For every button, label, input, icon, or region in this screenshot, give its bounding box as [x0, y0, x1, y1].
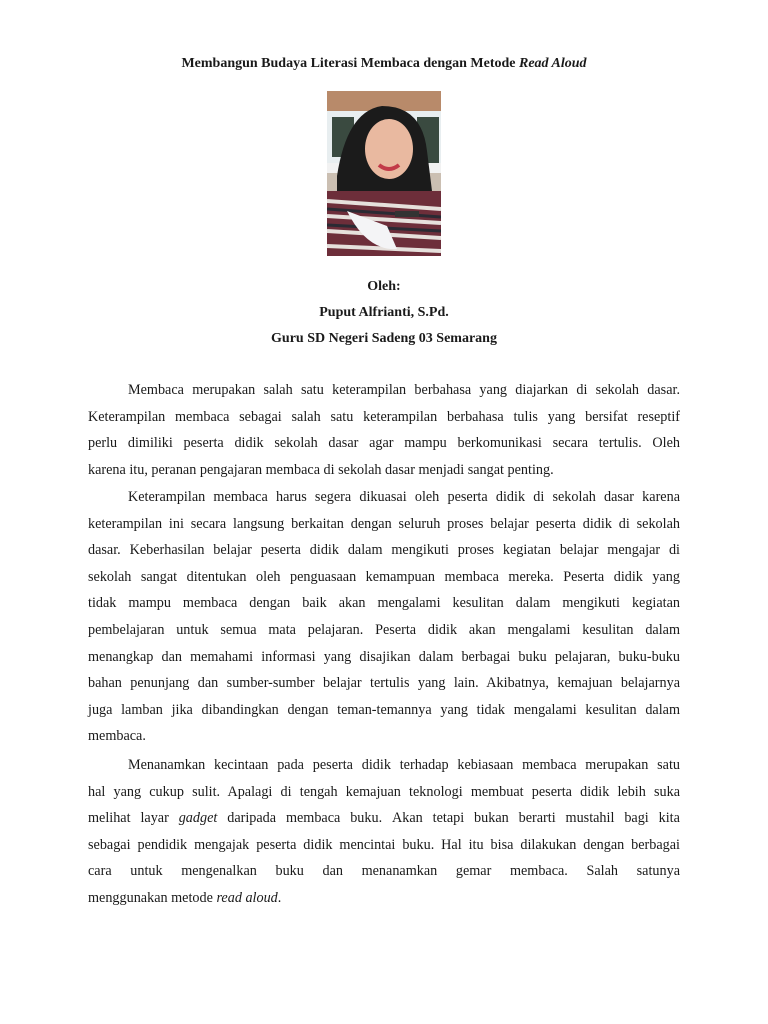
word: bagi — [624, 810, 649, 827]
word: gadget — [178, 810, 218, 827]
paragraph-1 — [88, 377, 680, 483]
paragraph-line: Menanamkan kecintaan pada peserta didik terhadap kebiasaan membaca merupakan satu — [128, 757, 680, 773]
word: berarti — [518, 810, 556, 827]
word: tetapi — [432, 810, 465, 827]
italic-term: read aloud — [216, 889, 278, 906]
byline-label: Oleh: — [367, 279, 401, 294]
document-title — [0, 55, 768, 73]
word: bukan — [474, 810, 509, 827]
paragraph-line: pembelajaran untuk semua mata pelajaran. Peserta didik akan mengalami kesulitan dalam — [88, 621, 680, 638]
paragraph-2 — [88, 484, 680, 750]
paragraph-line: membaca. — [88, 728, 146, 745]
author-name: Puput Alfrianti, S.Pd. — [319, 305, 449, 320]
author-affiliation: Guru SD Negeri Sadeng 03 Semarang — [271, 331, 497, 346]
author-photo-illustration — [327, 91, 441, 256]
paragraph-line: keterampilan ini secara langsung berkaitan dengan seluruh proses belajar peserta didik di sekolah — [88, 515, 680, 532]
paragraph-line: cara untuk mengenalkan buku dan menanamkan gemar membaca. Salah satunya — [88, 863, 680, 880]
word: melihat — [88, 810, 131, 827]
word: daripada — [227, 810, 277, 827]
paragraph-line: sekolah sangat ditentukan oleh penguasaan kemampuan membaca mereka. Peserta didik yang — [88, 568, 680, 585]
word: Akan — [392, 810, 423, 827]
paragraph-line: perlu dimiliki peserta didik sekolah dasar agar mampu berkomunikasi secara tertulis. Oleh — [88, 435, 680, 452]
paragraph-line: sebagai pendidik mengajak peserta didik mencintai buku. Hal itu bisa dilakukan dengan berbagai — [88, 836, 680, 853]
paragraph-line: Keterampilan membaca harus segera dikuasai oleh peserta didik di sekolah dasar karena — [128, 489, 680, 505]
paragraph-line: Keterampilan membaca sebagai salah satu keterampilan berbahasa tulis yang bersifat reseptif — [88, 408, 680, 425]
paragraph-3 — [88, 752, 680, 912]
word: buku. — [350, 810, 383, 827]
paragraph-line: karena itu, peranan pengajaran membaca di sekolah dasar menjadi sangat penting. — [88, 461, 554, 478]
paragraph-line: bahan penunjang dan sumber-sumber belajar tertulis yang lain. Akibatnya, kemajuan belajarnya — [88, 675, 680, 692]
paragraph-line — [88, 805, 680, 832]
text-run: . — [277, 889, 282, 906]
paragraph-line: tidak mampu membaca dengan baik akan mengalami kesulitan dalam mengikuti kegiatan — [88, 595, 680, 612]
word: kita — [658, 810, 680, 827]
word: mustahil — [565, 810, 615, 827]
word: membaca — [285, 810, 341, 827]
author-photo — [327, 91, 441, 256]
paragraph-line: juga lamban jika dibandingkan dengan teman-temannya yang tidak mengalami kesulitan dalam — [88, 701, 680, 718]
paragraph-line: Membaca merupakan salah satu keterampilan berbahasa yang diajarkan di sekolah dasar. — [128, 382, 680, 398]
word: layar — [140, 810, 169, 827]
title-main: Membangun Budaya Literasi Membaca dengan Metode — [181, 56, 519, 71]
text-run: menggunakan metode — [88, 889, 217, 906]
paragraph-line — [88, 885, 680, 912]
title-italic: Read Aloud — [519, 56, 587, 71]
paragraph-line: dasar. Keberhasilan belajar peserta didik dalam mengikuti proses kegiatan belajar mengajar di — [88, 542, 680, 559]
paragraph-line: menangkap dan memahami informasi yang disajikan dalam berbagai buku pelajaran, buku-buku — [88, 648, 680, 665]
paragraph-line: hal yang cukup sulit. Apalagi di tengah kemajuan teknologi membuat peserta didik lebih suka — [88, 783, 680, 800]
